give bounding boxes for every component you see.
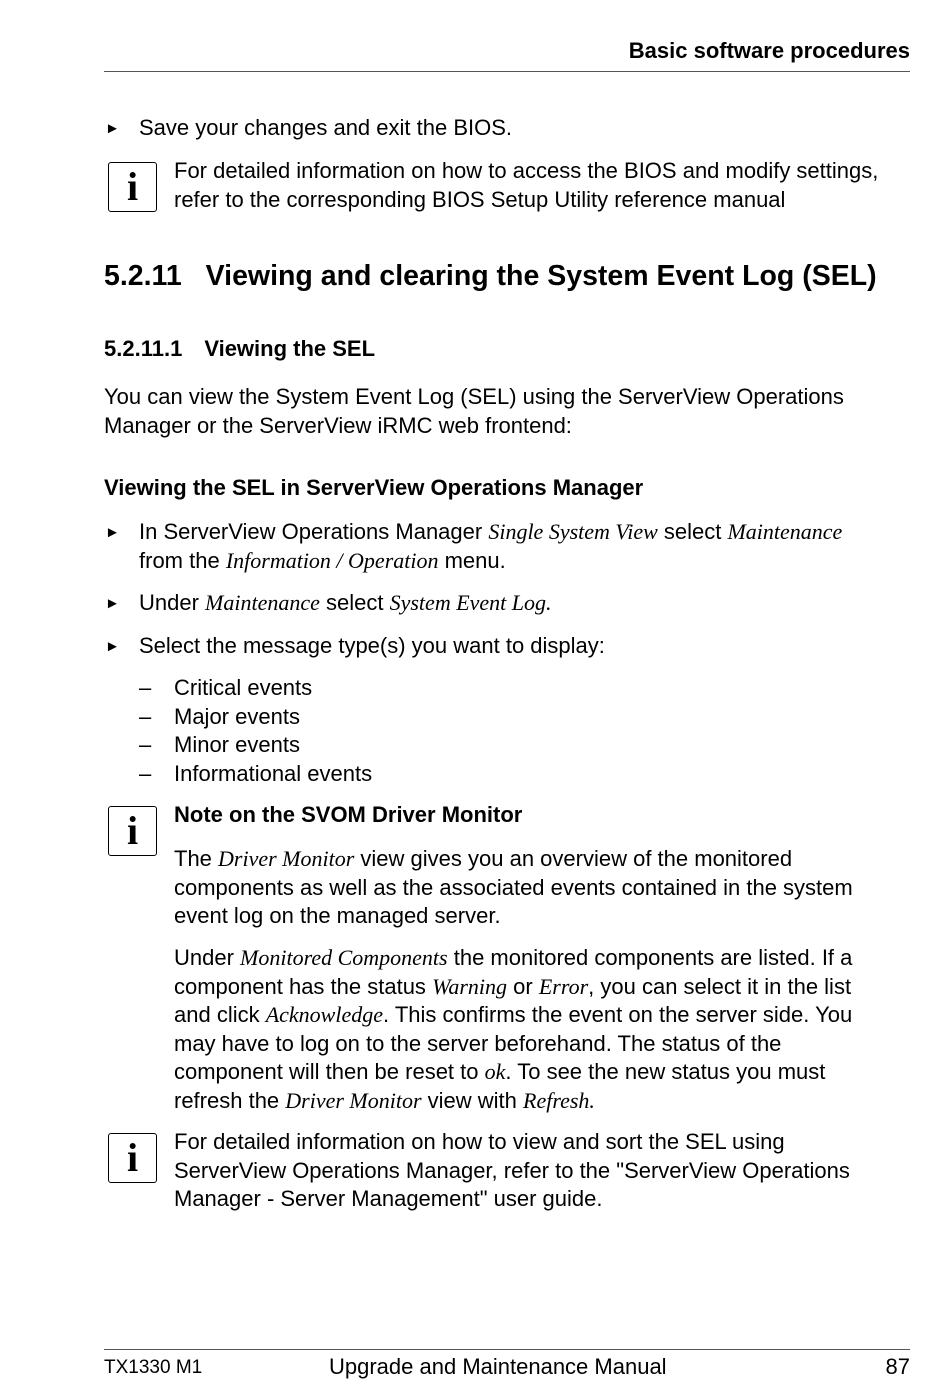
step-line: In ServerView Operations Manager Single System View select Maintenance — [139, 519, 843, 544]
note-sel-guide — [174, 1128, 850, 1214]
ui-term: Monitored Components — [240, 945, 448, 970]
subsection-heading — [104, 336, 375, 362]
note-driver-monitor-p2 — [174, 944, 852, 1115]
info-icon: i — [108, 1133, 157, 1183]
paragraph-line: Manager or the ServerView iRMC web frontend: — [104, 412, 572, 438]
info-icon: i — [108, 162, 157, 212]
list-item: – Informational events — [139, 760, 372, 789]
paragraph-line: event log on the managed server. — [174, 903, 501, 928]
note-line: For detailed information on how to access the BIOS and modify settings, — [174, 158, 879, 183]
ui-term: Refresh — [523, 1087, 590, 1113]
bullet-arrow-icon: ► — [105, 595, 120, 612]
bullet-arrow-icon: ► — [105, 638, 120, 655]
ui-term: Warning — [432, 973, 508, 999]
intro-paragraph — [104, 383, 844, 440]
subsection-number: 5.2.11.1 — [104, 336, 183, 361]
paragraph-line: The Driver Monitor view gives you an overview of the monitored — [174, 846, 793, 871]
note-driver-monitor-p1 — [174, 845, 853, 931]
section-title: Viewing and clearing the System Event Log (SEL) — [205, 260, 877, 292]
footer-model: TX1330 M1 — [104, 1357, 203, 1378]
ui-term: ok — [484, 1059, 506, 1084]
note-line: Manager - Server Management" user guide. — [174, 1186, 603, 1211]
ui-term: Single System View — [488, 519, 658, 544]
subsection-title: Viewing the SEL — [204, 336, 376, 361]
step-select-sel: Under Maintenance select System Event Log. — [139, 590, 552, 615]
section-heading — [104, 260, 877, 293]
paragraph-line: may have to log on to the server beforehand. The status of the — [174, 1030, 782, 1056]
step-line: from the Information / Operation menu. — [139, 547, 506, 573]
ui-term: Driver Monitor — [218, 846, 355, 871]
paragraph-line: Under Monitored Components the monitored components are listed. If a — [174, 945, 853, 970]
running-header: Basic software procedures — [628, 38, 910, 63]
paragraph-line: and click Acknowledge. This confirms the event on the server side. You — [174, 1002, 853, 1027]
dash-icon: – — [139, 760, 152, 786]
ui-term: Acknowledge — [265, 1002, 384, 1027]
paragraph-line: You can view the System Event Log (SEL) using the ServerView Operations — [104, 384, 844, 409]
footer-manual-title: Upgrade and Maintenance Manual — [329, 1354, 667, 1379]
paragraph-line: component will then be reset to ok. To see the new status you must — [174, 1059, 826, 1084]
dash-icon: – — [139, 675, 152, 700]
dash-icon: – — [139, 732, 152, 757]
ui-term: Error — [538, 973, 589, 999]
paragraph-line: refresh the Driver Monitor view with Refresh. — [174, 1087, 595, 1113]
page-number: 87 — [885, 1354, 910, 1379]
ui-term: System Event Log — [389, 590, 547, 615]
info-icon: i — [108, 806, 157, 856]
svom-heading: Viewing the SEL in ServerView Operations Manager — [104, 475, 644, 500]
paragraph-line: component has the status Warning or Error, you can select it in the list — [174, 973, 852, 999]
note-line: ServerView Operations Manager, refer to the "ServerView Operations — [174, 1157, 850, 1183]
step-open-maintenance — [139, 518, 842, 575]
footer-rule — [104, 1349, 910, 1350]
list-item: – Minor events — [139, 731, 372, 760]
bullet-arrow-icon: ► — [105, 120, 120, 137]
ui-term: Maintenance — [205, 590, 320, 615]
ui-term: Maintenance — [727, 519, 843, 544]
section-number: 5.2.11 — [104, 260, 182, 292]
header-rule — [104, 71, 910, 72]
step-save-bios: Save your changes and exit the BIOS. — [139, 115, 513, 140]
bullet-arrow-icon: ► — [105, 524, 120, 541]
note-line: For detailed information on how to view and sort the SEL using — [174, 1129, 785, 1154]
note-line: refer to the corresponding BIOS Setup Utility reference manual — [174, 186, 786, 212]
dash-icon: – — [139, 703, 152, 729]
event-type-list — [139, 674, 372, 788]
step-select-types: Select the message type(s) you want to display: — [139, 633, 605, 658]
ui-term: Information / Operation — [225, 547, 439, 573]
note-bios-text — [174, 157, 878, 214]
list-item: – Major events — [139, 703, 372, 732]
ui-term: Driver Monitor — [285, 1087, 422, 1113]
paragraph-line: components as well as the associated events contained in the system — [174, 874, 853, 900]
list-item: – Critical events — [139, 674, 372, 703]
note-title: Note on the SVOM Driver Monitor — [174, 802, 523, 827]
